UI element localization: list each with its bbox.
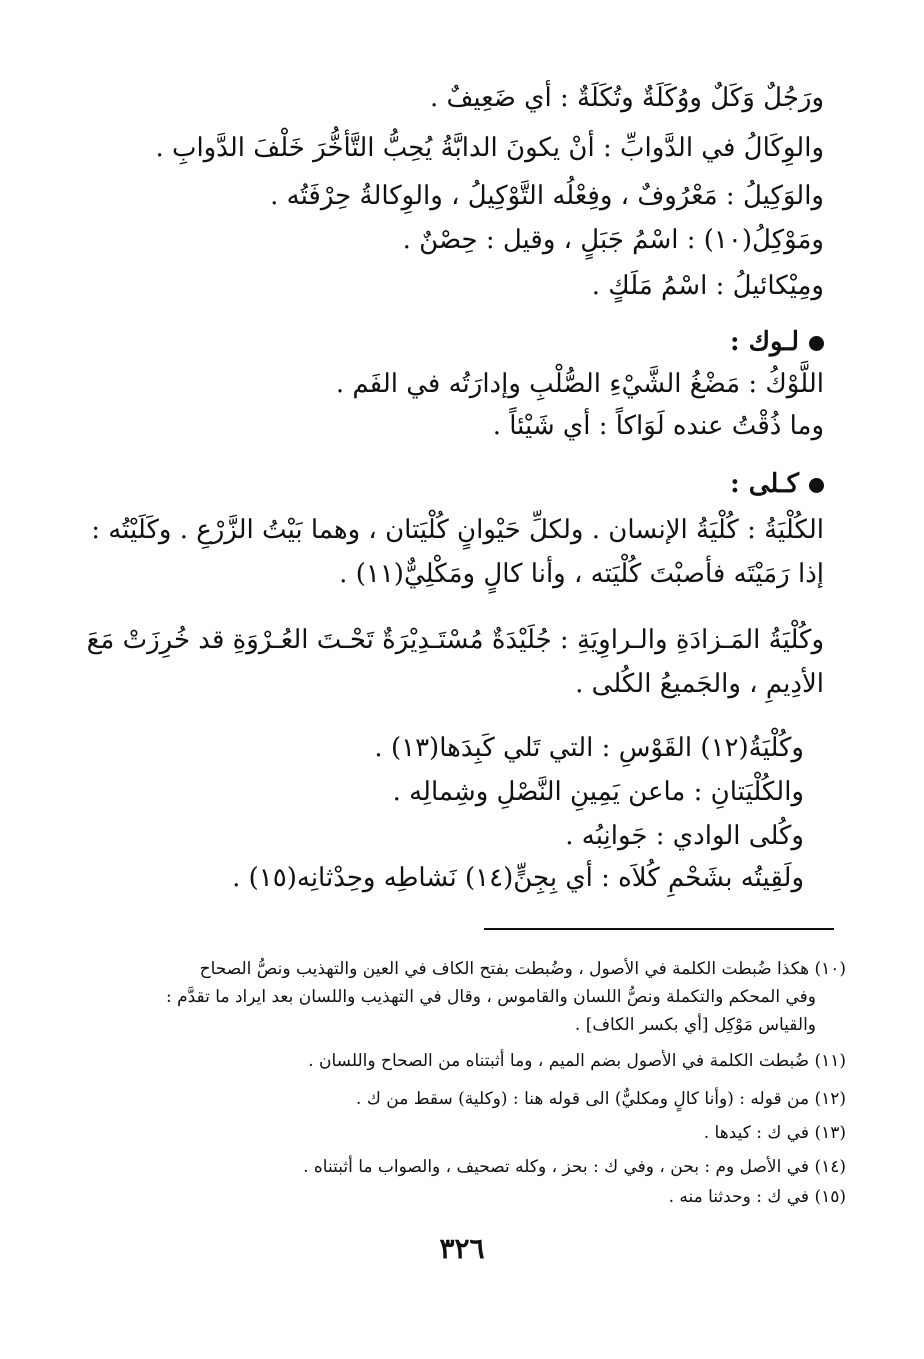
footnote: (١٢) من قوله : (وأنا كالٍ ومكليٌّ) الى قوله هنا : (وكلية) سقط من ك . — [356, 1089, 846, 1109]
entry-line: الأدِيمِ ، والجَميعُ الكُلى . — [575, 669, 824, 699]
entry-line: وكُلى الوادي : جَوانِبُه . — [565, 821, 804, 851]
entry-line: الكُلْيَةُ : كُلْيَةُ الإنسان . ولكلِّ حَيْوانٍ كُلْيَتان ، وهما بَيْتُ الزَّرْعِ . وكَلَيْتُه : — [91, 515, 824, 545]
heading-text: كـلى : — [730, 469, 799, 499]
footnote: (١٤) في الأصل وم : بحن ، وفي ك : بحز ، وكله تصحيف ، والصواب ما أثبتناه . — [303, 1157, 846, 1177]
section-heading-kly — [730, 464, 824, 504]
footnote: (١١) ضُبطت الكلمة في الأصول بضم الميم ، وما أثبتناه من الصحاح واللسان . — [308, 1051, 846, 1071]
entry-line: وكُلْيَةُ المَـزادَةِ والـراوِيَةِ : جُلَيْدَةٌ مُسْتَـدِيْرَةٌ تَحْـتَ العُـرْوَةِ قد خُرِزَتْ مَعَ — [86, 625, 824, 655]
footnote-divider — [484, 928, 834, 930]
footnote: (١٥) في ك : وحدثنا منه . — [668, 1187, 846, 1207]
page-number: ٣٢٦ — [439, 1232, 485, 1265]
entry-line: والوَكِيلُ : مَعْرُوفٌ ، وفِعْلُه التَّوْكِيلُ ، والوِكالةُ حِرْفَتُه . — [270, 181, 824, 211]
heading-text: لـوك : — [729, 327, 799, 357]
footnote: (١٣) في ك : كيدها . — [703, 1123, 846, 1143]
entry-line: وما ذُقْتُ عنده لَوَاكاً : أي شَيْئاً . — [492, 411, 824, 441]
entry-line: والكُلْيَتانِ : ماعن يَمِينِ النَّصْلِ وشِمالِه . — [392, 777, 804, 807]
entry-line: اللَّوْكُ : مَضْغُ الشَّيْءِ الصُّلْبِ وإدارَتُه في الفَم . — [335, 369, 824, 399]
footnote: وفي المحكم والتكملة ونصُّ اللسان والقاموس ، وقال في التهذيب واللسان بعد ايراد ما تقدَّم : — [165, 987, 816, 1007]
entry-line: ولَقِيتُه بشَحْمِ كُلاَه : أي بِجِنٍّ(١٤) نَشاطِه وحِدْثانِه(١٥) . — [232, 863, 804, 893]
entry-line: ورَجُلٌ وَكَلٌ ووُكَلَةٌ وتُكَلَةٌ : أي ضَعِيفٌ . — [429, 83, 824, 113]
entry-line: والوِكَالُ في الدَّوابِّ : أنْ يكونَ الدابَّةُ يُحِبُّ التَّأخُّرَ خَلْفَ الدَّوابِ . — [155, 133, 824, 163]
entry-line: إذا رَمَيْتَه فأصبْتَ كُلْيَته ، وأنا كالٍ ومَكْلِيٌّ(١١) . — [339, 559, 824, 589]
bullet-icon — [809, 478, 824, 493]
entry-line: وكُلْيَةُ(١٢) القَوْسِ : التي تَلي كَبِدَها(١٣) . — [374, 733, 804, 763]
section-heading-lwk — [730, 322, 824, 362]
bullet-icon — [809, 336, 824, 351]
entry-line: ومَوْكِلُ(١٠) : اسْمُ جَبَلٍ ، وقيل : حِصْنٌ . — [402, 225, 824, 255]
entry-line: ومِيْكائيلُ : اسْمُ مَلَكٍ . — [591, 271, 824, 301]
footnote: (١٠) هكذا ضُبطت الكلمة في الأصول ، وضُبطت بفتح الكاف في العين والتهذيب ونصُّ الصحاح — [199, 959, 846, 979]
footnote: والقياس مَوْكِل [أي بكسر الكاف] . — [574, 1015, 816, 1035]
